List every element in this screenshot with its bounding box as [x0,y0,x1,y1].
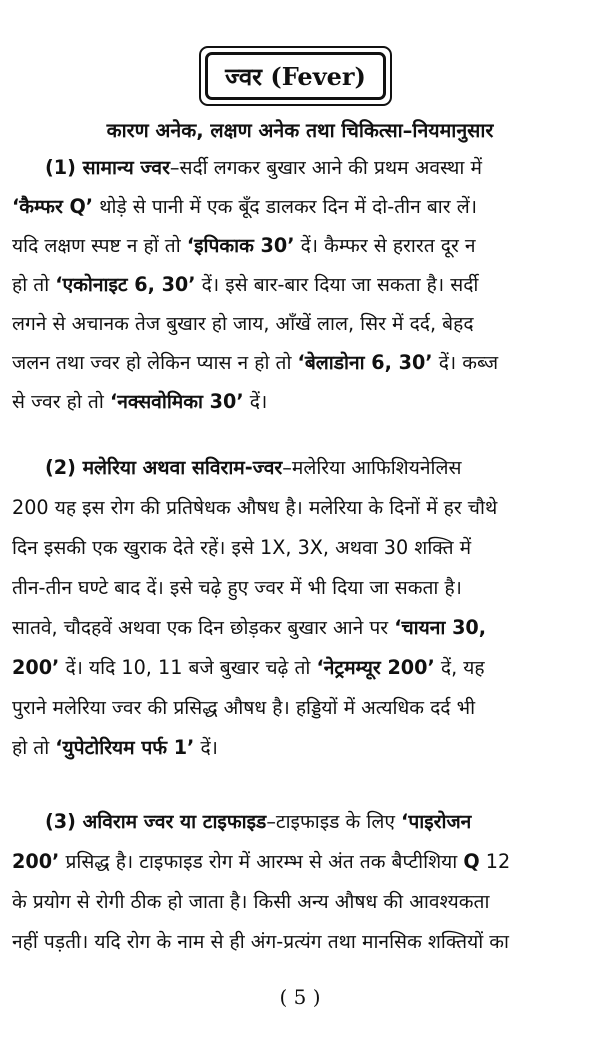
page-title: ज्वर (Fever) [205,52,386,100]
bold-segment: Q [463,850,480,873]
text-segment: दें। यदि 10, 11 बजे बुखार चढ़े तो [59,656,317,679]
bold-segment: ‘बेलाडोना 6, 30’ [297,351,433,374]
text-line [12,187,590,226]
bold-segment: ‘कैम्फर Q’ [12,195,94,218]
text-line [12,304,590,343]
bold-segment: (2) मलेरिया अथवा सविराम-ज्वर [45,456,283,479]
text-segment: दें। [243,390,268,413]
text-line [12,568,590,607]
text-segment: 200 यह इस रोग की प्रतिषेधक औषध है। मलेरिया के दिनों में हर चौथे [12,496,498,519]
text-line [12,922,590,961]
bold-segment: ‘एकोनाइट 6, 30’ [55,273,196,296]
text-line [12,728,590,767]
text-line [12,842,590,881]
bold-segment: ‘इपिकाक 30’ [186,234,295,257]
text-line [12,382,590,421]
text-segment: हो तो [12,736,56,759]
text-line [12,343,590,382]
text-segment: दिन इसकी एक खुराक देते रहें। इसे 1X, 3X, अथवा 30 शक्ति में [12,536,472,559]
bold-segment: 200’ [12,850,60,873]
text-segment: जलन तथा ज्वर हो लेकिन प्यास न हो तो [12,351,298,374]
text-line [45,802,590,841]
text-segment: –टाइफाइड के लिए [266,810,402,833]
text-segment: यदि लक्षण स्पष्ट न हों तो [12,234,187,257]
bold-segment: ‘नक्सवोमिका 30’ [109,390,244,413]
text-segment: दें, यह [434,656,485,679]
bold-segment: ‘पाइरोजन [401,810,472,833]
title-frame [199,46,392,106]
bold-segment: ‘चायना 30, [394,616,487,639]
text-segment: लगने से अचानक तेज बुखार हो जाय, आँखें लाल, सिर में दर्द, बेहद [12,312,474,335]
bold-segment: ‘युपेटोरियम पर्फ 1’ [55,736,195,759]
text-segment: दें। कब्ज [432,351,499,374]
text-line [45,448,590,487]
bold-segment: ‘नेट्रमम्यूर 200’ [316,656,435,679]
text-segment: के प्रयोग से रोगी ठीक हो जाता है। किसी अन्य औषध की आवश्यकता [12,890,490,913]
bold-segment: (1) सामान्य ज्वर [45,156,170,179]
text-segment: तीन-तीन घण्टे बाद दें। इसे चढ़े हुए ज्वर में भी दिया जा सकता है। [12,576,462,599]
text-segment: सातवे, चौदहवें अथवा एक दिन छोड़कर बुखार आने पर [12,616,395,639]
text-line [12,488,590,527]
text-segment: प्रसिद्ध है। टाइफाइड रोग में आरम्भ से अंत तक बैप्टीशिया [59,850,464,873]
text-segment: –मलेरिया आफिशियनेलिस [282,456,462,479]
text-line [12,688,590,727]
text-line [12,648,590,687]
text-line [12,265,590,304]
text-segment: हो तो [12,273,56,296]
bold-segment: (3) अविराम ज्वर या टाइफाइड [45,810,267,833]
text-segment: थोड़े से पानी में एक बूँद डालकर दिन में दो-तीन बार लें। [93,195,478,218]
text-line [12,528,590,567]
text-segment: 12 [479,850,511,873]
text-line [12,608,590,647]
chapter-subtitle: कारण अनेक, लक्षण अनेक तथा चिकित्सा–नियमानुसार [106,119,494,142]
text-line [12,882,590,921]
text-segment: से ज्वर हो तो [12,390,110,413]
text-line [45,148,590,187]
bold-segment: 200’ [12,656,60,679]
text-segment: दें। कैम्फर से हरारत दूर न [294,234,476,257]
text-segment: नहीं पड़ती। यदि रोग के नाम से ही अंग-प्रत्यंग तथा मानसिक शक्तियों का [12,930,509,953]
page-number: ( 5 ) [279,985,321,1009]
text-segment: –सर्दी लगकर बुखार आने की प्रथम अवस्था में [169,156,482,179]
text-segment: दें। [194,736,218,759]
text-line [12,226,590,265]
text-segment: दें। इसे बार-बार दिया जा सकता है। सर्दी [195,273,479,296]
text-segment: पुराने मलेरिया ज्वर की प्रसिद्ध औषध है। हड्डियों में अत्यधिक दर्द भी [12,696,476,719]
